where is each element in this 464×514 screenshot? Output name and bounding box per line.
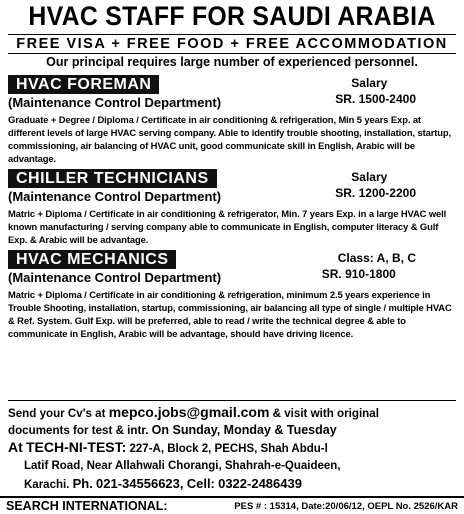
send-prefix: Send your Cv's at [8, 407, 106, 420]
section-description: Graduate + Degree / Diploma / Certificate in air conditioning & refrigeration, Min 5 years Exp. at different levels of large HVAC serving company. Able to identify trouble shooting, installation, startup, commissioning, air balancing of HVAC unit, good communicate skill in English, Arabic will be advantage. [8, 114, 452, 164]
section-hvac-mechanics [8, 250, 456, 340]
address-line-1: 227-A, Block 2, PECHS, Shah Abdu-l [129, 443, 328, 455]
section-description: Matric + Diploma / Certificate in air conditioning & refrigeration, minimum 2.5 years experience in Trouble Shooting, installation, startup, commissioning, air balancing all type of single / multiple HVAC & Ref. System. Gulf Exp. will be preferred, able to read / write the technical degree & able to communicate in English, Arabic will be advantage, should have driving licence. [8, 289, 452, 339]
send-suffix: & visit with original [272, 407, 379, 420]
email-link[interactable]: mepco.jobs@gmail.com [108, 404, 270, 420]
interview-days: On Sunday, Monday & Tuesday [151, 423, 337, 437]
salary-block [321, 250, 416, 282]
salary-block [335, 169, 416, 201]
intro-text: Our principal requires large number of experienced personnel. [46, 55, 418, 69]
department-label: (Maintenance Control Department) [8, 95, 222, 110]
send-cv-line [8, 404, 456, 422]
salary-value: SR. 1200-2200 [335, 186, 416, 200]
ad-title: HVAC STAFF FOR SAUDI ARABIA [28, 1, 436, 31]
company-name: TECH-NI-TEST: [25, 439, 127, 455]
address-line: Latif Road, Near Allahwali Chorangi, Shahrah-e-Quaideen, [24, 460, 341, 472]
city: Karachi. [24, 479, 70, 491]
section-hvac-foreman [8, 75, 456, 165]
salary-block [335, 75, 416, 107]
section-label: HVAC FOREMAN [8, 75, 159, 94]
class-label: Class: A, B, C [337, 251, 416, 265]
contact-footer [8, 400, 456, 494]
salary-value: SR. 1500-2400 [335, 92, 416, 106]
section-label: CHILLER TECHNICIANS [8, 169, 217, 188]
salary-value: SR. 910-1800 [321, 267, 396, 281]
phone-line [8, 475, 456, 494]
section-description: Matric + Diploma / Certificate in air conditioning & refrigerator, Min. 7 years Exp. in a large HVAC well known manufacturing / serving company able to communicate in English, computer literacy & Gulf Exp. & Arabic will be advantage. [8, 208, 447, 245]
phone-number[interactable]: 021-34556623, [96, 476, 184, 491]
section-label: HVAC MECHANICS [8, 250, 176, 269]
phone-label: Ph. [72, 476, 93, 491]
department-label: (Maintenance Control Department) [8, 270, 222, 285]
salary-label: Salary [351, 170, 388, 184]
cell-number[interactable]: 0322-2486439 [218, 476, 302, 491]
license-details: PES # : 15314, Date:20/06/12, OEPL No. 2526/KAR [234, 500, 458, 512]
at-label: At [8, 439, 23, 455]
documents-text: documents for test & intr. [8, 424, 149, 437]
section-chiller-technicians [8, 169, 456, 246]
cell-label: Cell: [186, 476, 215, 491]
search-label: SEARCH INTERNATIONAL: [6, 499, 168, 513]
company-line [8, 439, 456, 458]
benefits-banner: FREE VISA + FREE FOOD + FREE ACCOMMODATION [8, 34, 456, 54]
salary-label: Salary [351, 76, 388, 90]
department-label: (Maintenance Control Department) [8, 189, 222, 204]
documents-line [8, 422, 456, 439]
search-international-bar [0, 496, 464, 514]
